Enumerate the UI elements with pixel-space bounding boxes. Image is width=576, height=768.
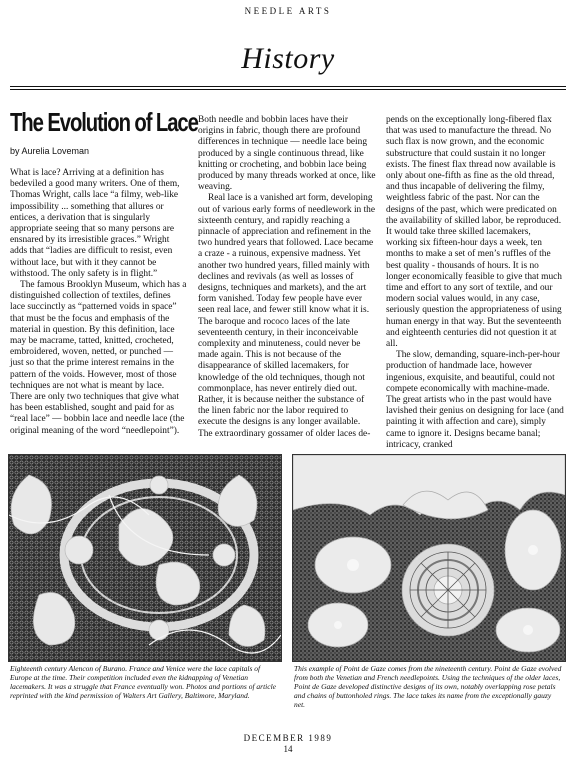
header-rule — [10, 86, 566, 87]
paragraph: The slow, demanding, square-inch-per-hour production of handmade lace, however ingenious, exquisite, and beautiful, could not compete economically with machine-made. The great artists who in the past would have lavished their genius on designing for lace (and painting it with affection and care), simply came to ignore it. Designs became banal; intricacy, cranked — [386, 350, 564, 450]
article-headline: The Evolution of Lace — [10, 107, 198, 137]
page-number: 14 — [283, 744, 293, 754]
article-byline: by Aurelia Loveman — [10, 146, 90, 156]
paragraph: Real lace is a vanished art form, developing out of various early forms of needlework in the sixteenth century, and rapidly reaching a pinnacle of appreciation and refinement in the two hundred years that followed. Lace became a craze - a ruinous, expensive madness. Yet another two hundred years, filled mainly with declines and revivals (as well as losses of designs, techniques and markets), and the art form vanished. Today few people have ever seen real lace, and fewer still know what it is. The baroque and rococo laces of the late seventeenth century, in their inconceivable complexity and minuteness, could never be made again. This is not because of the disappearance of skilled lacemakers, for knowledge of the old techniques, though not commonplace, has never entirely died out. Rather, it is because neither the substance of the linen fabric nor the labor required to execute the designs is any longer available. The extraordinary gossamer of older laces de- — [198, 193, 376, 439]
photo-caption-left: Eighteenth century Alencon of Burano. France and Venice were the lace capitals of Europe at the time. Their competition included even the kidnapping of Venetian lacemakers. It was a struggle that France eventually won. Photos and portions of article reprinted with the kind permission of Walters Art Gallery, Baltimore, Maryland. — [10, 664, 277, 701]
paragraph: The famous Brooklyn Museum, which has a distinguished collection of textiles, defines lace succinctly as “patterned voids in space” that must be the focus and emphasis of the material in question. By this definition, lace may be macrame, tatted, knitted, crocheted, embroidered, woven, netted, or punched — just so that the prime interest remains in the pattern of the voids. However, most of those techniques are not what is meant by lace. There are only two techniques that give what has been established, sought and paid for as “real lace” — bobbin lace and needle lace (the original meaning of the word “needlepoint”). — [10, 280, 187, 436]
issue-date: DECEMBER 1989 — [243, 733, 333, 743]
paragraph: pends on the exceptionally long-fibered flax that was used to manufacture the thread. No such flax is now grown, and the economic substructure that could sustain it no longer exists. The finest flax thread now available is only about one-fifth as fine as the old thread, and thus incapable of delivering the filmy, weightless fabric of the past. Nor can the designs of the past, which were predicated on the availability of skilled labor, be reproduced. It would take three skilled lacemakers, working six fifteen-hour days a week, ten months to make a set of men’s ruffles of the best quality - thousands of hours. It is no longer economically feasible to give that much time and effort to any sort of textile, and our modern social values would, in any case, seriously question the appropriateness of using human energy in that way. But the seventeenth and eighteenth centuries did not question it at all. — [386, 115, 562, 350]
paragraph: What is lace? Arriving at a definition has bedeviled a good many writers. One of them, Thomas Wright, calls lace “a filmy, web-like impossibility ... something that allures or entices, a derivation that is singularly appropriate seeing that so many persons are ensnared by its irresistible graces.” Wright adds that “ladies are difficult to resist, even without lace, but with it they cannot be withstood. The only safety is in flight.” — [10, 168, 180, 279]
running-head: NEEDLE ARTS — [244, 6, 332, 16]
article-column-2 — [198, 115, 376, 440]
lace-photo-alencon — [8, 454, 282, 662]
section-title: History — [241, 42, 335, 75]
paragraph: Both needle and bobbin laces have their origins in fabric, though there are profound differences in technique — needle lace being produced by a single continuous thread, like knitting or crocheting, and bobbin lace being produced by many threads worked at once, like weaving. — [198, 115, 376, 193]
lace-photo-point-de-gaze — [292, 454, 566, 662]
photo-caption-right: This example of Point de Gaze comes from the nineteenth century. Point de Gaze evolved from both the Venetian and French needlepoints. Using the techniques of the older laces, Point de Gaze developed distinctive designs of its own, notably overlapping rose petals and chains of buttonholed rings. The lace takes its name from the exceptionally gauzy net. — [294, 664, 562, 710]
article-column-3 — [386, 115, 564, 451]
header-rule-thin — [10, 89, 566, 90]
article-column-1 — [10, 168, 188, 437]
